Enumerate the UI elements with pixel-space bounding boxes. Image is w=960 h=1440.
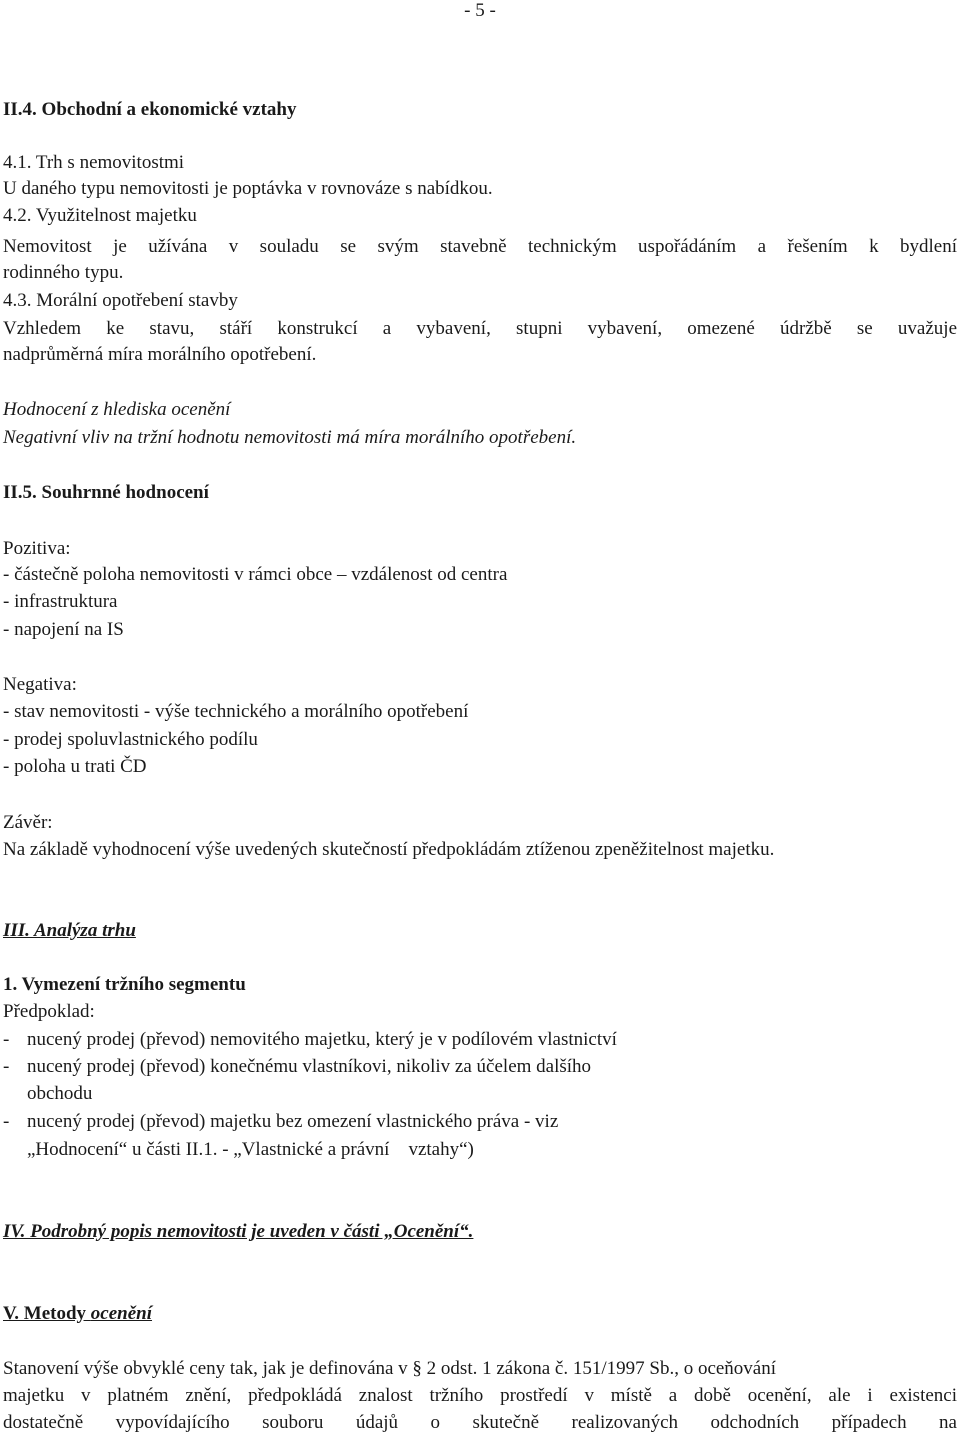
- list-text: „Hodnocení“ u části II.1. - „Vlastnické a právní vztahy“): [27, 1139, 474, 1160]
- list-text: nucený prodej (převod) majetku bez omezení vlastnického práva - viz: [27, 1111, 559, 1132]
- list-item: [3, 1054, 957, 1080]
- section-heading: II.5. Souhrnné hodnocení: [3, 482, 209, 503]
- section-heading: II.4. Obchodní a ekonomické vztahy: [3, 99, 297, 120]
- subsection-title: 4.3. Morální opotřebení stavby: [3, 290, 238, 311]
- list-text: nucený prodej (převod) konečnému vlastníkovi, nikoliv za účelem dalšího: [27, 1056, 592, 1077]
- list-item: [3, 1109, 957, 1135]
- heading-prefix: V. Metody: [3, 1303, 91, 1324]
- paragraph-line: Nemovitost je užívána v souladu se svým stavebně technickým uspořádáním a řešením k bydlení: [3, 236, 957, 257]
- page-number: - 5 -: [464, 0, 496, 21]
- paragraph-line: Vzhledem ke stavu, stáří konstrukcí a vybavení, stupni vybavení, omezené údržbě se uvažuje: [3, 318, 957, 339]
- positive-item: - infrastruktura: [3, 591, 118, 612]
- heading-suffix: ocenění: [90, 1303, 153, 1324]
- subsection-title: 4.1. Trh s nemovitostmi: [3, 152, 185, 173]
- conclusion-title: Závěr:: [3, 812, 53, 833]
- list-text: obchodu: [27, 1083, 93, 1104]
- list-dash: -: [3, 1056, 10, 1077]
- list-item: [3, 1027, 957, 1053]
- subsection-title: 4.2. Využitelnost majetku: [3, 205, 197, 226]
- negative-item: - stav nemovitosti - výše technického a morálního opotřebení: [3, 701, 469, 722]
- conclusion-text: Na základě vyhodnocení výše uvedených skutečností předpokládám ztíženou zpeněžitelnost majetku.: [3, 839, 775, 860]
- evaluation-text: Negativní vliv na tržní hodnotu nemovitosti má míra morálního opotřebení.: [3, 427, 577, 448]
- list-dash: -: [3, 1029, 10, 1050]
- positives-title: Pozitiva:: [3, 538, 71, 559]
- paragraph-line: nadprůměrná míra morálního opotřebení.: [3, 344, 317, 365]
- paragraph: U daného typu nemovitosti je poptávka v rovnováze s nabídkou.: [3, 178, 493, 199]
- list-dash: -: [3, 1111, 10, 1132]
- section-heading: IV. Podrobný popis nemovitosti je uveden v části „Ocenění“.: [3, 1221, 474, 1242]
- paragraph-line: dostatečně vypovídajícího souboru údajů o skutečně realizovaných odchodních případech na: [3, 1412, 957, 1433]
- negative-item: - prodej spoluvlastnického podílu: [3, 729, 258, 750]
- assumption-label: Předpoklad:: [3, 1001, 95, 1022]
- section-heading: [3, 1301, 957, 1327]
- list-text: nucený prodej (převod) nemovitého majetku, který je v podílovém vlastnictví: [27, 1029, 617, 1050]
- section-heading: III. Analýza trhu: [3, 920, 136, 941]
- paragraph-line: rodinného typu.: [3, 262, 124, 283]
- list-item: [3, 1137, 957, 1163]
- paragraph-line: majetku v platném znění, předpokládá znalost tržního prostředí v místě a době ocenění, ale i existenci: [3, 1385, 957, 1406]
- negatives-title: Negativa:: [3, 674, 77, 695]
- positive-item: - částečně poloha nemovitosti v rámci obce – vzdálenost od centra: [3, 564, 508, 585]
- subsection-title: 1. Vymezení tržního segmentu: [3, 974, 246, 995]
- evaluation-title: Hodnocení z hlediska ocenění: [3, 399, 231, 420]
- paragraph-line: Stanovení výše obvyklé ceny tak, jak je definována v § 2 odst. 1 zákona č. 151/1997 Sb., o oceňování: [3, 1358, 777, 1379]
- list-item: [3, 1081, 957, 1107]
- positive-item: - napojení na IS: [3, 619, 124, 640]
- negative-item: - poloha u trati ČD: [3, 756, 147, 777]
